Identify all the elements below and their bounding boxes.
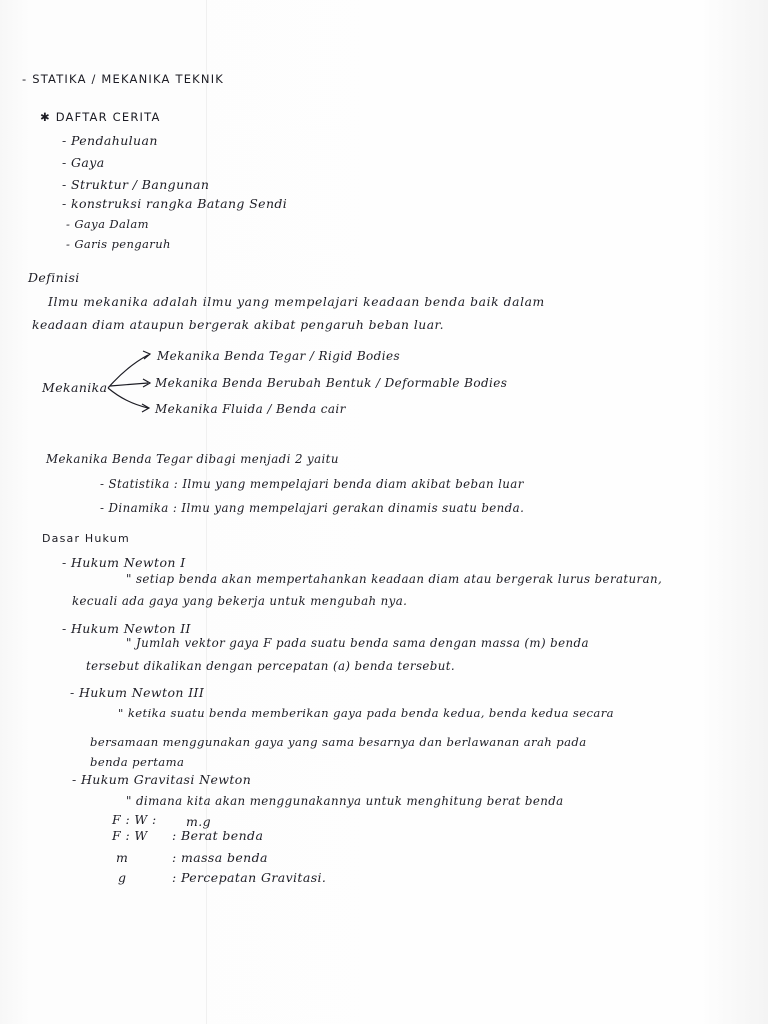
daftar-item: - Pendahuluan xyxy=(62,133,158,148)
newton2-heading: - Hukum Newton II xyxy=(62,621,191,636)
definisi-line: Ilmu mekanika adalah ilmu yang mempelajari keadaan benda baik dalam xyxy=(48,295,545,309)
dasar-heading: Dasar Hukum xyxy=(42,532,130,545)
mekanika-root: Mekanika xyxy=(42,380,108,395)
daftar-heading: ✱ DAFTAR CERITA xyxy=(40,110,161,124)
formula-definition: : Berat benda xyxy=(172,828,264,843)
newton3-line: benda pertama xyxy=(90,755,185,769)
tegar-item: - Dinamika : Ilmu yang mempelajari gerakan dinamis suatu benda. xyxy=(100,501,525,515)
newton1-line: kecuali ada gaya yang bekerja untuk mengubah nya. xyxy=(72,594,408,608)
mekanika-branch: Mekanika Benda Tegar / Rigid Bodies xyxy=(157,349,401,363)
newton2-line: " Jumlah vektor gaya F pada suatu benda sama dengan massa (m) benda xyxy=(126,636,589,650)
mekanika-branch: Mekanika Benda Berubah Bentuk / Deformable Bodies xyxy=(155,376,508,390)
gravitasi-heading: - Hukum Gravitasi Newton xyxy=(72,772,252,787)
daftar-item: - Garis pengaruh xyxy=(66,237,171,251)
formula-symbol: m xyxy=(116,850,129,865)
daftar-item: - Gaya Dalam xyxy=(66,217,149,231)
tegar-intro: Mekanika Benda Tegar dibagi menjadi 2 yaitu xyxy=(46,452,339,466)
formula-definition: : massa benda xyxy=(172,850,268,865)
formula-symbol: F : W xyxy=(112,828,148,843)
definisi-heading: Definisi xyxy=(28,270,80,285)
newton1-heading: - Hukum Newton I xyxy=(62,555,186,570)
newton3-line: bersamaan menggunakan gaya yang sama besarnya dan berlawanan arah pada xyxy=(90,735,587,749)
page-title: - STATIKA / MEKANIKA TEKNIK xyxy=(22,72,225,86)
newton3-heading: - Hukum Newton III xyxy=(70,685,205,700)
mekanika-branch: Mekanika Fluida / Benda cair xyxy=(155,402,346,416)
newton1-line: " setiap benda akan mempertahankan keadaan diam atau bergerak lurus beraturan, xyxy=(126,572,663,586)
tegar-item: - Statistika : Ilmu yang mempelajari benda diam akibat beban luar xyxy=(100,477,524,491)
newton3-line: " ketika suatu benda memberikan gaya pada benda kedua, benda kedua secara xyxy=(118,706,614,720)
definisi-line: keadaan diam ataupun bergerak akibat pengaruh beban luar. xyxy=(32,318,444,332)
gravitasi-line: " dimana kita akan menggunakannya untuk menghitung berat benda xyxy=(126,794,564,808)
daftar-item: - Gaya xyxy=(62,155,105,170)
formula-definition: m.g xyxy=(186,814,212,829)
formula-symbol: F : W : xyxy=(112,812,157,827)
daftar-item: - Struktur / Bangunan xyxy=(62,177,210,192)
newton2-line: tersebut dikalikan dengan percepatan (a) benda tersebut. xyxy=(86,659,456,673)
formula-symbol: g xyxy=(118,870,127,885)
formula-definition: : Percepatan Gravitasi. xyxy=(172,870,327,885)
daftar-item: - konstruksi rangka Batang Sendi xyxy=(62,196,288,211)
